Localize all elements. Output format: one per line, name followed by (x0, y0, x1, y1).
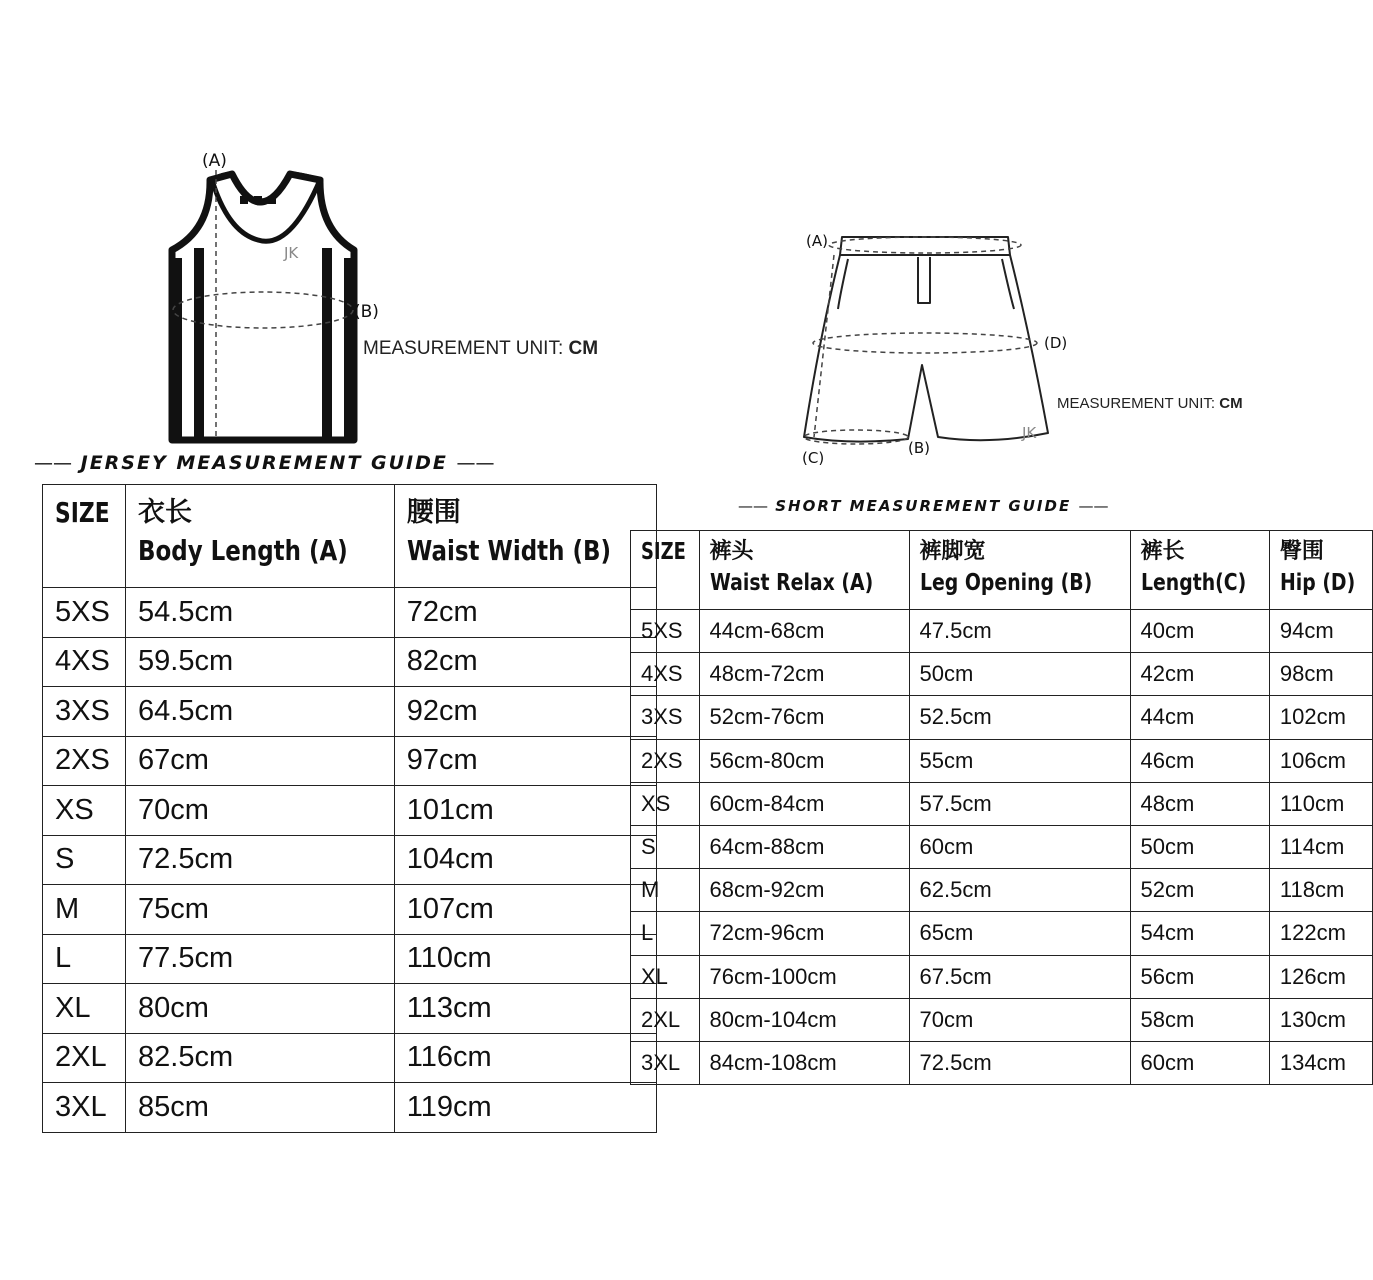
table-row (43, 736, 657, 786)
shorts-logo: JK (1022, 424, 1037, 442)
hip-cell: 130cm (1269, 998, 1372, 1041)
hip-cell: 126cm (1269, 955, 1372, 998)
hip-cell: 114cm (1269, 825, 1372, 868)
size-cell: 4XS (43, 637, 126, 687)
shorts-diagram (790, 225, 1068, 470)
body-length-cell: 77.5cm (126, 934, 395, 984)
jersey-size-table (42, 484, 657, 1133)
waist-width-cell: 82cm (394, 637, 656, 687)
shorts-label-d: (D) (1044, 334, 1068, 352)
size-cell: 3XL (631, 1041, 700, 1084)
jersey-label-b: (B) (354, 302, 379, 322)
table-row (631, 998, 1373, 1041)
size-cell: 2XL (43, 1033, 126, 1083)
size-cell: 3XL (43, 1083, 126, 1133)
waist-width-cell: 92cm (394, 687, 656, 737)
waist-width-cell: 119cm (394, 1083, 656, 1133)
shorts-measurement-unit: MEASUREMENT UNIT: CM (1057, 395, 1243, 412)
body-length-cell: 59.5cm (126, 637, 395, 687)
waist-width-cell: 113cm (394, 984, 656, 1034)
table-row (43, 687, 657, 737)
table-row (631, 653, 1373, 696)
table-row (43, 984, 657, 1034)
hip-cell: 110cm (1269, 782, 1372, 825)
waist-width-cell: 107cm (394, 885, 656, 935)
length-cell: 42cm (1130, 653, 1269, 696)
waist-relax-cell: 72cm-96cm (699, 912, 909, 955)
length-cell: 54cm (1130, 912, 1269, 955)
size-cell: 5XS (631, 610, 700, 653)
size-cell: 4XS (631, 653, 700, 696)
hip-cell: 122cm (1269, 912, 1372, 955)
waist-width-cell: 72cm (394, 588, 656, 638)
size-cell: XS (631, 782, 700, 825)
shorts-label-a: (A) (806, 232, 828, 250)
jersey-logo: JK (284, 244, 299, 262)
waist-width-cell: 97cm (394, 736, 656, 786)
shorts-header-waist-relax: 裤头 Waist Relax (A) (699, 531, 909, 610)
body-length-cell: 54.5cm (126, 588, 395, 638)
jersey-right-stripe-1 (344, 258, 354, 440)
table-row (631, 825, 1373, 868)
size-cell: 2XL (631, 998, 700, 1041)
waist-relax-cell: 56cm-80cm (699, 739, 909, 782)
shorts-waist-guide (829, 237, 1021, 253)
size-cell: 3XS (631, 696, 700, 739)
size-cell: XL (43, 984, 126, 1034)
leg-opening-cell: 70cm (909, 998, 1130, 1041)
waist-relax-cell: 64cm-88cm (699, 825, 909, 868)
shorts-guide-title: —— SHORT MEASUREMENT GUIDE —— (738, 497, 1109, 515)
body-length-cell: 67cm (126, 736, 395, 786)
size-cell: M (631, 869, 700, 912)
length-cell: 48cm (1130, 782, 1269, 825)
jersey-diagram (150, 140, 390, 445)
shorts-hip-guide (813, 333, 1037, 353)
hip-cell: 118cm (1269, 869, 1372, 912)
jersey-right-stripe-2 (322, 248, 332, 440)
table-row (43, 637, 657, 687)
length-cell: 50cm (1130, 825, 1269, 868)
table-row (631, 696, 1373, 739)
body-length-cell: 72.5cm (126, 835, 395, 885)
body-length-cell: 85cm (126, 1083, 395, 1133)
leg-opening-cell: 55cm (909, 739, 1130, 782)
hip-cell: 134cm (1269, 1041, 1372, 1084)
leg-opening-cell: 60cm (909, 825, 1130, 868)
size-cell: M (43, 885, 126, 935)
shorts-size-table (630, 530, 1373, 1085)
waist-relax-cell: 76cm-100cm (699, 955, 909, 998)
shorts-length-guide (814, 255, 834, 437)
waist-relax-cell: 44cm-68cm (699, 610, 909, 653)
shorts-header-length: 裤长 Length(C) (1130, 531, 1269, 610)
size-cell: 5XS (43, 588, 126, 638)
shorts-header-hip: 臀围 Hip (D) (1269, 531, 1372, 610)
body-length-cell: 75cm (126, 885, 395, 935)
table-row (43, 588, 657, 638)
table-row (43, 885, 657, 935)
table-row (631, 869, 1373, 912)
hip-cell: 94cm (1269, 610, 1372, 653)
shorts-header-leg-opening: 裤脚宽 Leg Opening (B) (909, 531, 1130, 610)
size-cell: 2XS (43, 736, 126, 786)
size-cell: XS (43, 786, 126, 836)
waist-relax-cell: 84cm-108cm (699, 1041, 909, 1084)
jersey-header-waist-width: 腰围 Waist Width (B) (394, 485, 656, 588)
jersey-left-stripe-2 (194, 248, 204, 440)
waist-width-cell: 116cm (394, 1033, 656, 1083)
body-length-cell: 64.5cm (126, 687, 395, 737)
jersey-left-stripe-1 (172, 258, 182, 440)
leg-opening-cell: 50cm (909, 653, 1130, 696)
waist-relax-cell: 52cm-76cm (699, 696, 909, 739)
jersey-table-header (43, 485, 657, 588)
leg-opening-cell: 52.5cm (909, 696, 1130, 739)
hip-cell: 98cm (1269, 653, 1372, 696)
jersey-header-body-length: 衣长 Body Length (A) (126, 485, 395, 588)
waist-width-cell: 101cm (394, 786, 656, 836)
waist-width-cell: 104cm (394, 835, 656, 885)
jersey-label-a: (A) (202, 151, 227, 171)
body-length-cell: 82.5cm (126, 1033, 395, 1083)
size-cell: L (43, 934, 126, 984)
jersey-guide-title: —— JERSEY MEASUREMENT GUIDE —— (34, 452, 495, 474)
waist-relax-cell: 80cm-104cm (699, 998, 909, 1041)
length-cell: 40cm (1130, 610, 1269, 653)
size-cell: S (43, 835, 126, 885)
jersey-header-size: SIZE (43, 485, 126, 588)
length-cell: 46cm (1130, 739, 1269, 782)
size-cell: 3XS (43, 687, 126, 737)
table-row (43, 1033, 657, 1083)
size-cell: S (631, 825, 700, 868)
waist-relax-cell: 68cm-92cm (699, 869, 909, 912)
body-length-cell: 70cm (126, 786, 395, 836)
leg-opening-cell: 65cm (909, 912, 1130, 955)
table-row (43, 835, 657, 885)
waist-width-cell: 110cm (394, 934, 656, 984)
shorts-header-size: SIZE (631, 531, 700, 610)
table-row (631, 782, 1373, 825)
length-cell: 60cm (1130, 1041, 1269, 1084)
leg-opening-cell: 62.5cm (909, 869, 1130, 912)
hip-cell: 106cm (1269, 739, 1372, 782)
length-cell: 44cm (1130, 696, 1269, 739)
table-row (43, 1083, 657, 1133)
length-cell: 52cm (1130, 869, 1269, 912)
shorts-outline (804, 255, 1048, 442)
leg-opening-cell: 57.5cm (909, 782, 1130, 825)
jersey-collar (212, 174, 320, 241)
table-row (631, 1041, 1373, 1084)
table-row (631, 739, 1373, 782)
table-row (43, 786, 657, 836)
shorts-label-c: (C) (802, 449, 825, 467)
body-length-cell: 80cm (126, 984, 395, 1034)
leg-opening-cell: 72.5cm (909, 1041, 1130, 1084)
shorts-table-header (631, 531, 1373, 610)
size-cell: 2XS (631, 739, 700, 782)
shorts-label-b: (B) (908, 439, 930, 457)
table-row (631, 912, 1373, 955)
length-cell: 58cm (1130, 998, 1269, 1041)
table-row (631, 610, 1373, 653)
length-cell: 56cm (1130, 955, 1269, 998)
leg-opening-cell: 67.5cm (909, 955, 1130, 998)
size-cell: XL (631, 955, 700, 998)
table-row (43, 934, 657, 984)
size-cell: L (631, 912, 700, 955)
waist-relax-cell: 48cm-72cm (699, 653, 909, 696)
hip-cell: 102cm (1269, 696, 1372, 739)
waist-relax-cell: 60cm-84cm (699, 782, 909, 825)
table-row (631, 955, 1373, 998)
jersey-measurement-unit: MEASUREMENT UNIT: CM (363, 338, 599, 359)
leg-opening-cell: 47.5cm (909, 610, 1130, 653)
